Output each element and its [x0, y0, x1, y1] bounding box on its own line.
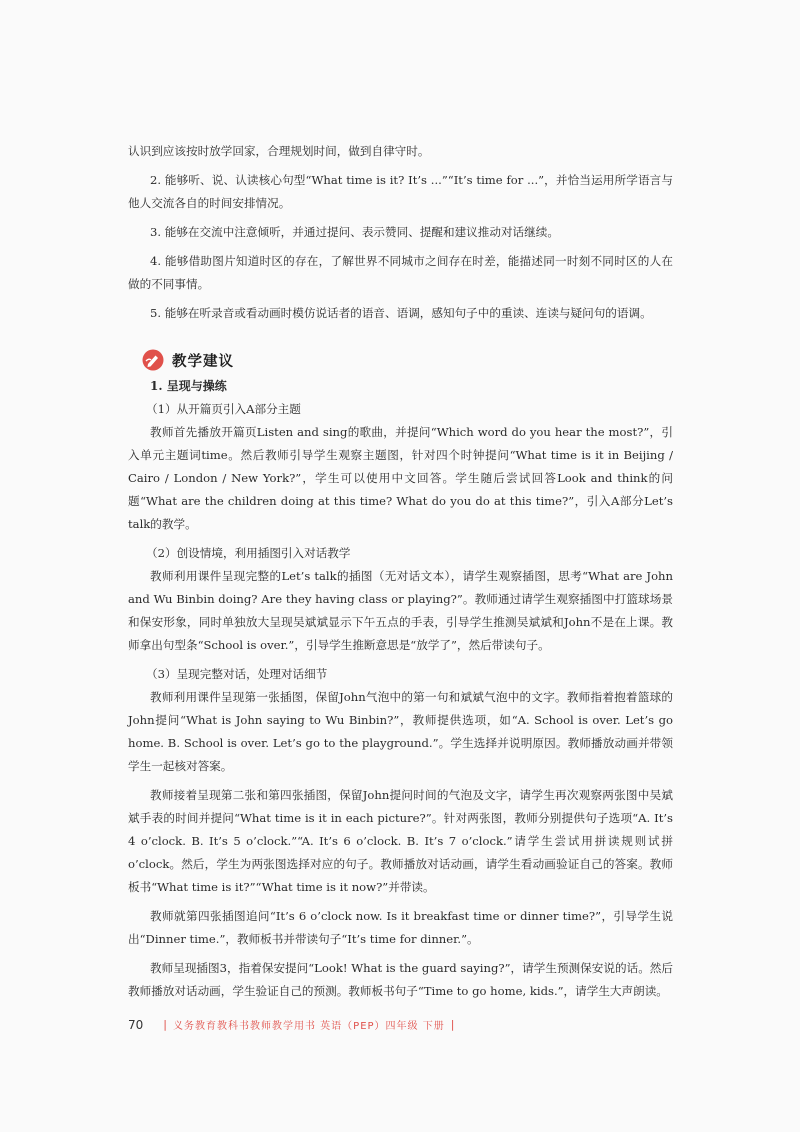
footer-divider-left: |	[163, 1018, 167, 1031]
page-footer	[128, 1017, 460, 1032]
paragraph-sub2-1: 教师利用课件呈现完整的Let’s talk的插图（无对话文本），请学生观察插图，思考“What are John and Wu Binbin doing? Are they having class or playing?”。教师通过请学生观察插图中打篮球场景和保安形象，同时单独放大呈现吴斌斌显示下午五点的手表，引导学生推测吴斌斌和John不是在上课。教师拿出句型条“School is over.”，引导学生推断意思是“放学了”，然后带读句子。	[128, 569, 673, 652]
paragraph-objective-3: 3. 能够在交流中注意倾听，并通过提问、表示赞同、提醒和建议推动对话继续。	[150, 225, 559, 239]
heading-presentation-practice: 1. 呈现与操练	[150, 379, 227, 393]
section-title: 教学建议	[172, 353, 234, 370]
paragraph-objective-2: 2. 能够听、说、认读核心句型“What time is it? It’s ...”“It’s time for ...”，并恰当运用所学语言与他人交流各自的时间安排情况。	[128, 173, 673, 210]
footer-divider-right: |	[450, 1018, 455, 1031]
page-number: 70	[128, 1017, 144, 1032]
subheading-1: （1）从开篇页引入A部分主题	[146, 402, 301, 416]
subheading-3: （3）呈现完整对话，处理对话细节	[146, 667, 328, 681]
subheading-2: （2）创设情境，利用插图引入对话教学	[146, 546, 351, 560]
pencil-icon	[142, 349, 164, 371]
paragraph-sub3-3: 教师就第四张插图追问“It’s 6 o’clock now. Is it breakfast time or dinner time?”，引导学生说出“Dinner time.”，教师板书并带读句子“It’s time for dinner.”。	[128, 909, 673, 946]
paragraph-sub3-1: 教师利用课件呈现第一张插图，保留John气泡中的第一句和斌斌气泡中的文字。教师指着抱着篮球的John提问“What is John saying to Wu Binbin?”，教师提供选项，如“A. School is over. Let’s go home. B. School is over. Let’s go to the playground.”。学生选择并说明原因。教师播放动画并带领学生一起核对答案。	[128, 690, 673, 773]
section-heading	[142, 349, 673, 371]
page-content	[128, 140, 673, 1009]
paragraph-sub3-4: 教师呈现插图3，指着保安提问“Look! What is the guard saying?”，请学生预测保安说的话。然后教师播放对话动画，学生验证自己的预测。教师板书句子“Time to go home, kids.”，请学生大声朗读。	[128, 961, 673, 998]
paragraph-objective-1-cont: 认识到应该按时放学回家，合理规划时间，做到自律守时。	[128, 144, 430, 158]
paragraph-sub3-2: 教师接着呈现第二张和第四张插图，保留John提问时间的气泡及文字，请学生再次观察两张图中吴斌斌手表的时间并提问“What time is it in each picture?”。针对两张图，教师分别提供句子选项“A. It’s 4 o’clock. B. It’s 5 o’clock.”“A. It’s 6 o’clock. B. It’s 7 o’clock.”请学生尝试用拼读规则试拼o’clock。然后，学生为两张图选择对应的句子。教师播放对话动画，请学生看动画验证自己的答案。教师板书“What time is it?”“What time is it now?”并带读。	[128, 788, 673, 894]
paragraph-sub1-1: 教师首先播放开篇页Listen and sing的歌曲，并提问“Which word do you hear the most?”，引入单元主题词time。然后教师引导学生观察主题图，针对四个时钟提问“What time is it in Beijing / Cairo / London / New York?”，学生可以使用中文回答。学生随后尝试回答Look and think的问题“What are the children doing at this time? What do you do at this time?”，引入A部分Let’s talk的教学。	[128, 425, 673, 531]
footer-book-title: 义务教育教科书教师教学用书 英语（PEP）四年级 下册	[173, 1021, 445, 1032]
paragraph-objective-5: 5. 能够在听录音或看动画时模仿说话者的语音、语调，感知句子中的重读、连读与疑问句的语调。	[150, 306, 652, 320]
paragraph-objective-4: 4. 能够借助图片知道时区的存在，了解世界不同城市之间存在时差，能描述同一时刻不同时区的人在做的不同事情。	[128, 254, 673, 291]
